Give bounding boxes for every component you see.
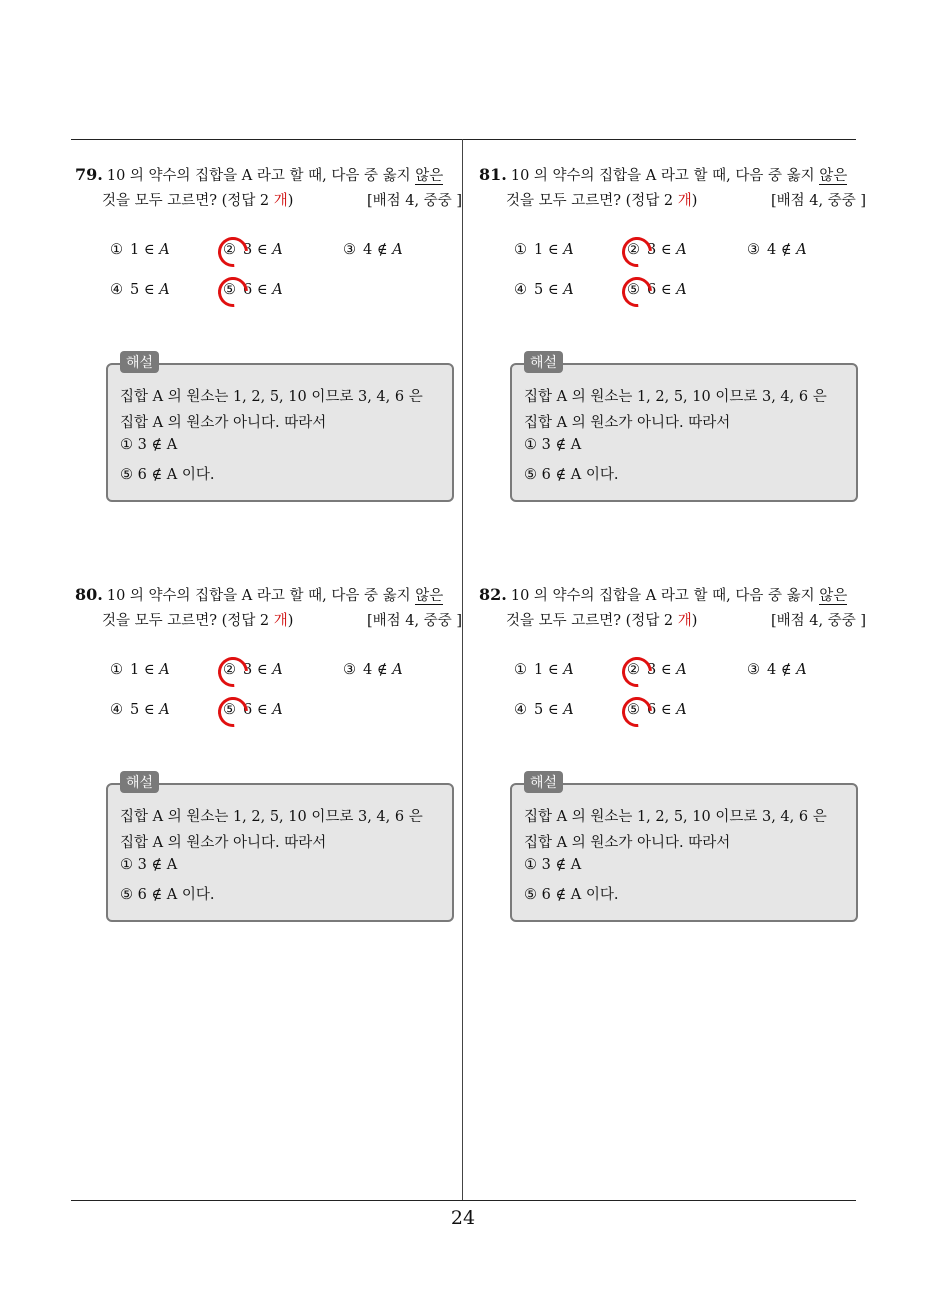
explanation-line: ① 3 ∉ A: [120, 437, 178, 453]
choice-2[interactable]: [223, 662, 283, 678]
choice-1[interactable]: [110, 242, 170, 258]
choice-marker: ⑤: [627, 282, 647, 298]
explanation-line: 집합 A 의 원소는 1, 2, 5, 10 이므로 3, 4, 6 은: [524, 389, 827, 405]
underlined-word: 않은: [819, 588, 848, 604]
choice-marker: ②: [627, 242, 647, 258]
problem-79: [75, 164, 465, 504]
choice-number: 1: [130, 242, 144, 258]
question-line-2: [506, 609, 697, 630]
choice-number: 3: [243, 242, 257, 258]
choice-operator: ∈: [660, 282, 677, 298]
explanation-line: 집합 A 의 원소가 아니다. 따라서: [120, 835, 327, 851]
explanation-label: 해설: [524, 351, 563, 373]
choice-operator: ∈: [547, 662, 564, 678]
explanation-line: ① 3 ∉ A: [524, 857, 582, 873]
choice-1[interactable]: [514, 242, 574, 258]
explanation-line: ⑤ 6 ∉ A 이다.: [524, 467, 619, 483]
question-text: 10 의 약수의 집합을 A 라고 할 때, 다음 중 옳지: [510, 588, 820, 604]
choice-operator: ∈: [547, 242, 564, 258]
choice-4[interactable]: [110, 702, 170, 718]
explanation-line: 집합 A 의 원소는 1, 2, 5, 10 이므로 3, 4, 6 은: [120, 389, 423, 405]
question-text-2-end: ): [691, 613, 698, 629]
question-text: 10 의 약수의 집합을 A 라고 할 때, 다음 중 옳지: [106, 588, 416, 604]
choice-marker: ④: [514, 702, 527, 718]
choice-set: A: [563, 662, 574, 678]
choice-set: A: [272, 702, 283, 718]
choice-operator: ∈: [660, 662, 677, 678]
choice-number: 1: [534, 662, 548, 678]
choice-number: 5: [534, 282, 548, 298]
choice-5[interactable]: [223, 282, 283, 298]
score-meta: [배점 4, 중중 ]: [366, 193, 462, 209]
answer-count-unit: 개: [273, 613, 288, 629]
question-line-1: [479, 164, 847, 185]
underlined-word: 않은: [415, 588, 444, 604]
choice-number: 4: [363, 242, 377, 258]
question-text-2: 것을 모두 고르면? (정답 2: [506, 613, 678, 629]
choice-number: 6: [647, 702, 661, 718]
choice-marker: ①: [514, 242, 527, 258]
question-text-2: 것을 모두 고르면? (정답 2: [102, 613, 274, 629]
explanation-line: 집합 A 의 원소가 아니다. 따라서: [524, 835, 731, 851]
explanation-label: 해설: [120, 771, 159, 793]
top-rule: [71, 139, 856, 140]
choice-operator: ∈: [143, 662, 160, 678]
problem-number: 81.: [479, 165, 507, 184]
choice-set: A: [676, 242, 687, 258]
choice-marker: ①: [514, 662, 527, 678]
choice-marker: ⑤: [627, 702, 647, 718]
question-text-2-end: ): [287, 193, 294, 209]
question-line-1: [75, 164, 443, 185]
choice-set: A: [563, 702, 574, 718]
question-text-2-end: ): [691, 193, 698, 209]
choice-set: A: [392, 662, 403, 678]
problem-number: 82.: [479, 585, 507, 604]
choice-set: A: [159, 282, 170, 298]
choice-set: A: [159, 702, 170, 718]
choice-set: A: [159, 242, 170, 258]
score-meta: [배점 4, 중중 ]: [366, 613, 462, 629]
explanation-line: 집합 A 의 원소가 아니다. 따라서: [120, 415, 327, 431]
question-line-2: [102, 609, 293, 630]
choice-2[interactable]: [223, 242, 283, 258]
question-text-2-end: ): [287, 613, 294, 629]
choice-operator: ∈: [143, 282, 160, 298]
choice-number: 6: [243, 282, 257, 298]
choice-5[interactable]: [223, 702, 283, 718]
choice-marker: ⑤: [223, 702, 243, 718]
explanation-line: ⑤ 6 ∉ A 이다.: [120, 467, 215, 483]
explanation-box: [510, 355, 858, 502]
explanation-box: [106, 355, 454, 502]
choice-number: 6: [243, 702, 257, 718]
choice-operator: ∈: [256, 702, 273, 718]
choice-operator: ∉: [780, 242, 797, 258]
explanation-box: [106, 775, 454, 922]
choice-set: A: [676, 662, 687, 678]
problem-80: [75, 584, 465, 924]
question-line-1: [479, 584, 847, 605]
choice-3[interactable]: [343, 662, 403, 678]
problem-number: 79.: [75, 165, 103, 184]
explanation-line: ⑤ 6 ∉ A 이다.: [120, 887, 215, 903]
choice-marker: ②: [627, 662, 647, 678]
choice-number: 1: [534, 242, 548, 258]
bottom-rule: [71, 1200, 856, 1201]
answer-count-unit: 개: [677, 193, 692, 209]
choice-operator: ∈: [256, 242, 273, 258]
choice-number: 3: [243, 662, 257, 678]
explanation-line: 집합 A 의 원소가 아니다. 따라서: [524, 415, 731, 431]
choice-2[interactable]: [627, 662, 687, 678]
choice-number: 5: [130, 282, 144, 298]
problem-number: 80.: [75, 585, 103, 604]
explanation-label: 해설: [120, 351, 159, 373]
choice-5[interactable]: [627, 282, 687, 298]
choice-set: A: [392, 242, 403, 258]
choice-number: 3: [647, 662, 661, 678]
choice-operator: ∉: [376, 662, 393, 678]
choice-number: 4: [363, 662, 377, 678]
choice-marker: ④: [514, 282, 527, 298]
choice-1[interactable]: [110, 662, 170, 678]
choice-number: 4: [767, 662, 781, 678]
choice-set: A: [272, 242, 283, 258]
explanation-line: ⑤ 6 ∉ A 이다.: [524, 887, 619, 903]
choice-operator: ∈: [143, 702, 160, 718]
choice-3[interactable]: [747, 662, 807, 678]
choice-operator: ∈: [143, 242, 160, 258]
answer-count-unit: 개: [273, 193, 288, 209]
choice-marker: ③: [343, 662, 356, 678]
choice-number: 1: [130, 662, 144, 678]
choice-operator: ∈: [660, 242, 677, 258]
choice-marker: ①: [110, 242, 123, 258]
choice-marker: ③: [747, 242, 760, 258]
question-line-1: [75, 584, 443, 605]
underlined-word: 않은: [819, 168, 848, 184]
choice-marker: ③: [343, 242, 356, 258]
question-text-2: 것을 모두 고르면? (정답 2: [102, 193, 274, 209]
choice-set: A: [272, 662, 283, 678]
choice-4[interactable]: [110, 282, 170, 298]
choice-operator: ∈: [547, 702, 564, 718]
problem-82: [479, 584, 869, 924]
explanation-line: 집합 A 의 원소는 1, 2, 5, 10 이므로 3, 4, 6 은: [120, 809, 423, 825]
choice-set: A: [272, 282, 283, 298]
choice-operator: ∈: [256, 662, 273, 678]
choice-4[interactable]: [514, 282, 574, 298]
choice-set: A: [796, 242, 807, 258]
choice-3[interactable]: [343, 242, 403, 258]
choice-set: A: [159, 662, 170, 678]
underlined-word: 않은: [415, 168, 444, 184]
choice-set: A: [563, 242, 574, 258]
choice-operator: ∉: [780, 662, 797, 678]
explanation-line: ① 3 ∉ A: [120, 857, 178, 873]
explanation-label: 해설: [524, 771, 563, 793]
choice-set: A: [796, 662, 807, 678]
choice-number: 6: [647, 282, 661, 298]
page-number: 24: [450, 1207, 476, 1229]
choice-5[interactable]: [627, 702, 687, 718]
choice-marker: ②: [223, 242, 243, 258]
choice-3[interactable]: [747, 242, 807, 258]
explanation-line: ① 3 ∉ A: [524, 437, 582, 453]
choice-marker: ②: [223, 662, 243, 678]
question-line-2: [506, 189, 697, 210]
problem-81: [479, 164, 869, 504]
score-meta: [배점 4, 중중 ]: [770, 193, 866, 209]
choice-operator: ∈: [547, 282, 564, 298]
choice-operator: ∈: [660, 702, 677, 718]
choice-number: 4: [767, 242, 781, 258]
answer-count-unit: 개: [677, 613, 692, 629]
score-meta: [배점 4, 중중 ]: [770, 613, 866, 629]
explanation-line: 집합 A 의 원소는 1, 2, 5, 10 이므로 3, 4, 6 은: [524, 809, 827, 825]
choice-marker: ⑤: [223, 282, 243, 298]
question-text: 10 의 약수의 집합을 A 라고 할 때, 다음 중 옳지: [106, 168, 416, 184]
choice-number: 3: [647, 242, 661, 258]
choice-set: A: [676, 702, 687, 718]
choice-operator: ∈: [256, 282, 273, 298]
choice-2[interactable]: [627, 242, 687, 258]
choice-marker: ①: [110, 662, 123, 678]
explanation-box: [510, 775, 858, 922]
question-line-2: [102, 189, 293, 210]
choice-marker: ③: [747, 662, 760, 678]
choice-number: 5: [534, 702, 548, 718]
choice-set: A: [676, 282, 687, 298]
choice-operator: ∉: [376, 242, 393, 258]
choice-1[interactable]: [514, 662, 574, 678]
choice-number: 5: [130, 702, 144, 718]
choice-set: A: [563, 282, 574, 298]
question-text: 10 의 약수의 집합을 A 라고 할 때, 다음 중 옳지: [510, 168, 820, 184]
choice-4[interactable]: [514, 702, 574, 718]
choice-marker: ④: [110, 702, 123, 718]
question-text-2: 것을 모두 고르면? (정답 2: [506, 193, 678, 209]
choice-marker: ④: [110, 282, 123, 298]
